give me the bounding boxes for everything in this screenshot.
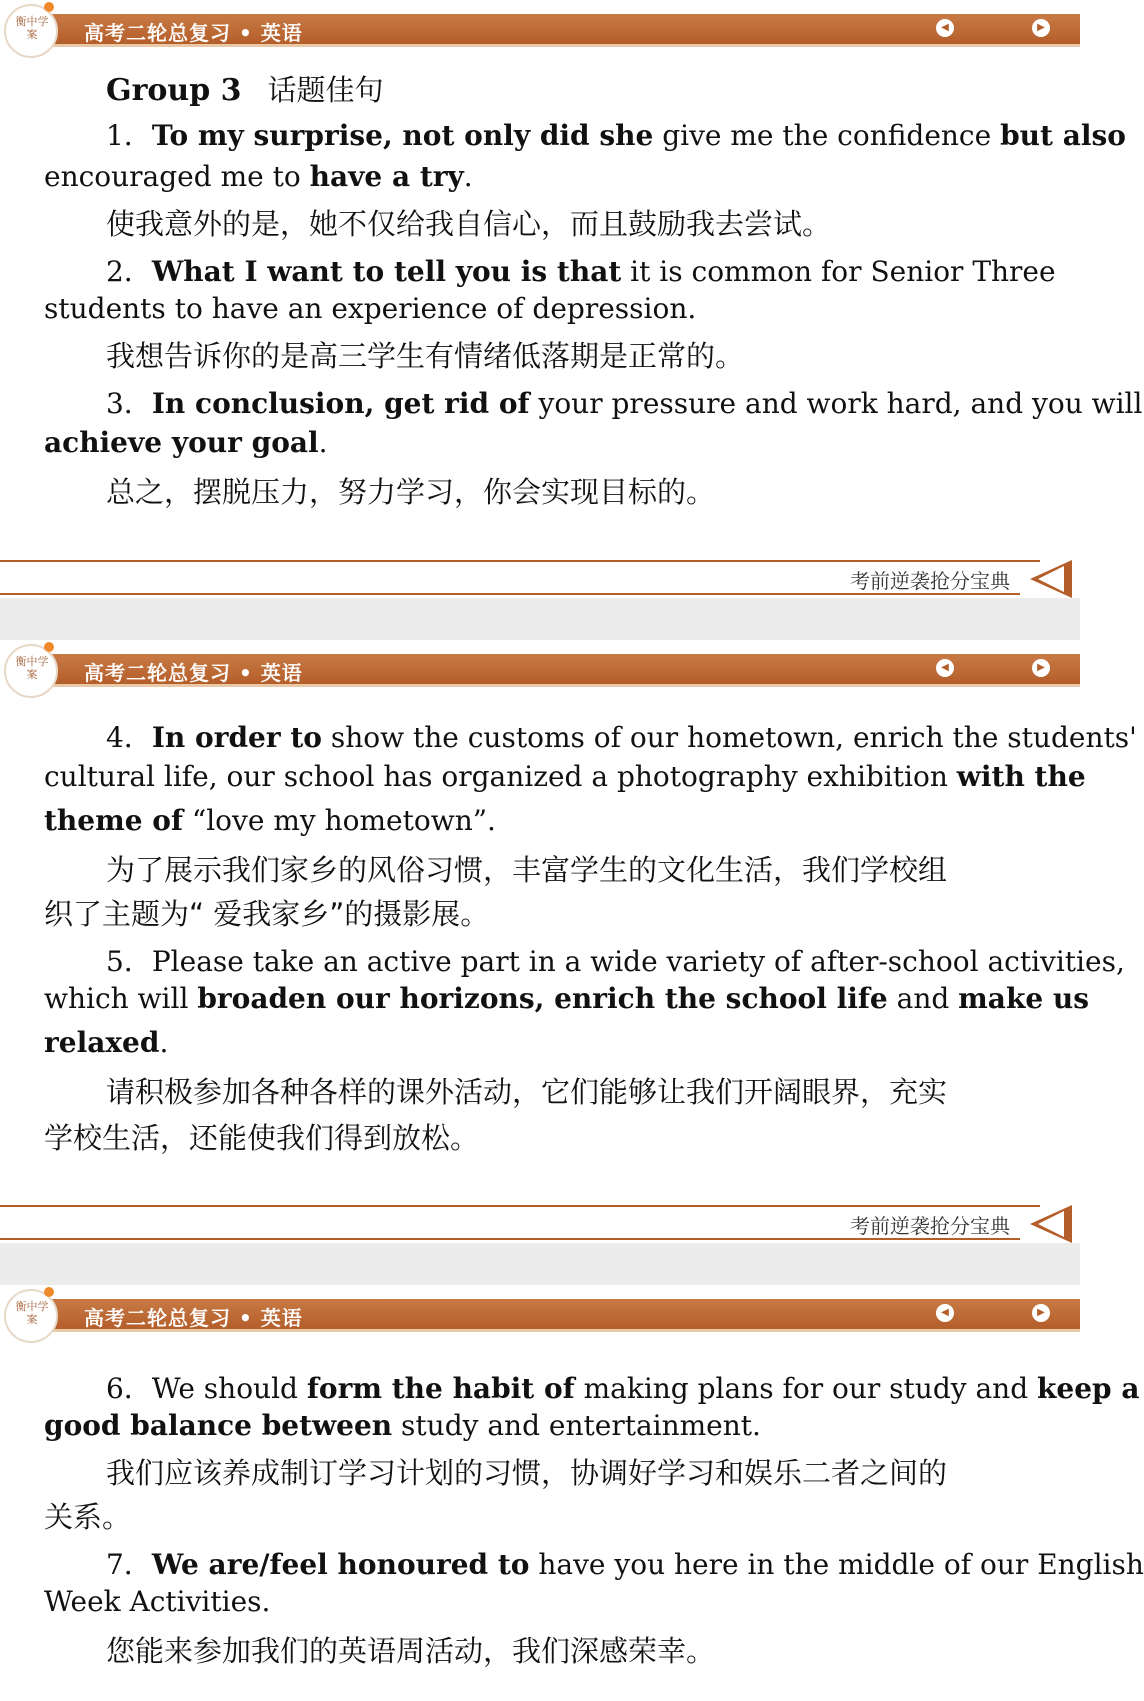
sentence-7-cont: Week Activities.	[44, 1585, 271, 1618]
sentence-2: 2．What I want to tell you is that it is common for Senior Three	[106, 255, 1056, 288]
decor-dot	[44, 2, 54, 12]
sentence-5: 5．Please take an active part in a wide variety of after-school activities,	[106, 945, 1125, 978]
sentence-6-cont: good balance between study and entertainment.	[44, 1409, 761, 1442]
arrow-right-icon[interactable]: ▶	[1032, 1304, 1050, 1322]
sentence-4-cn-cont: 织了主题为“ 爱我家乡”的摄影展。	[44, 897, 490, 931]
slide-2	[0, 640, 1137, 1243]
header-bar	[48, 654, 1080, 687]
sentence-1-cont: encouraged me to have a try.	[44, 160, 473, 193]
arrow-left-icon[interactable]: ◀	[936, 1304, 954, 1322]
slide-gap	[0, 1243, 1080, 1285]
arrow-right-icon[interactable]: ▶	[1032, 19, 1050, 37]
header-title: 高考二轮总复习 • 英语	[84, 21, 303, 45]
slide-1	[0, 0, 1143, 598]
sentence-4-cont2: theme of “love my hometown”.	[44, 804, 496, 837]
slide-3	[0, 1285, 1144, 1701]
header-title: 高考二轮总复习 • 英语	[84, 661, 303, 685]
slide-header	[0, 640, 1080, 702]
group-heading: Group 3 话题佳句	[106, 73, 384, 108]
sentence-1-cn: 使我意外的是，她不仅给我自信心，而且鼓励我去尝试。	[106, 207, 832, 241]
sentence-4-cn: 为了展示我们家乡的风俗习惯，丰富学生的文化生活，我们学校组	[106, 853, 948, 887]
decor-dot	[44, 642, 54, 652]
logo	[4, 644, 58, 698]
slide-gap	[0, 598, 1080, 640]
sentence-6-cn: 我们应该养成制订学习计划的习惯，协调好学习和娱乐二者之间的	[106, 1456, 948, 1490]
sentence-4-cont: cultural life, our school has organized a photography exhibition with the	[44, 760, 1086, 793]
logo-text: 衡中学案	[15, 1300, 49, 1326]
logo-text: 衡中学案	[15, 15, 49, 41]
sentence-1: 1．To my surprise, not only did she give me the confidence but also	[106, 119, 1126, 152]
footer-text: 考前逆袭抢分宝典	[850, 1214, 1010, 1238]
sentence-5-cont: which will broaden our horizons, enrich the school life and make us	[44, 982, 1090, 1015]
sentence-6: 6．We should form the habit of making plans for our study and keep a	[106, 1372, 1140, 1405]
header-bar	[48, 14, 1080, 47]
slide-header	[0, 1285, 1080, 1347]
sentence-5-cn: 请积极参加各种各样的课外活动，它们能够让我们开阔眼界，充实	[106, 1075, 948, 1109]
sentence-7: 7．We are/feel honoured to have you here in the middle of our English	[106, 1548, 1144, 1581]
header-title: 高考二轮总复习 • 英语	[84, 1306, 303, 1330]
logo	[4, 4, 58, 58]
sentence-2-cont: students to have an experience of depression.	[44, 292, 697, 325]
logo-text: 衡中学案	[15, 655, 49, 681]
logo	[4, 1289, 58, 1343]
arrow-right-icon[interactable]: ▶	[1032, 659, 1050, 677]
header-bar	[48, 1299, 1080, 1332]
arrow-left-icon[interactable]: ◀	[936, 659, 954, 677]
sentence-5-cn-cont: 学校生活，还能使我们得到放松。	[44, 1121, 480, 1155]
sentence-2-cn: 我想告诉你的是高三学生有情绪低落期是正常的。	[106, 339, 745, 373]
slide-header	[0, 0, 1080, 62]
back-arrow-icon[interactable]	[1020, 1205, 1072, 1243]
slide-footer	[0, 1205, 1080, 1245]
slide-footer	[0, 560, 1080, 600]
sentence-6-cn-cont: 关系。	[44, 1500, 132, 1534]
arrow-left-icon[interactable]: ◀	[936, 19, 954, 37]
footer-text: 考前逆袭抢分宝典	[850, 569, 1010, 593]
decor-dot	[44, 1287, 54, 1297]
back-arrow-icon[interactable]	[1020, 560, 1072, 598]
sentence-5-cont2: relaxed.	[44, 1026, 169, 1059]
sentence-7-cn: 您能来参加我们的英语周活动，我们深感荣幸。	[106, 1634, 716, 1668]
sentence-3-cn: 总之，摆脱压力，努力学习，你会实现目标的。	[106, 475, 716, 509]
sentence-4: 4．In order to show the customs of our hometown, enrich the students'	[106, 721, 1137, 754]
footer-line	[0, 560, 1040, 562]
sentence-3: 3．In conclusion, get rid of your pressure and work hard, and you will	[106, 387, 1143, 420]
sentence-3-cont: achieve your goal.	[44, 426, 328, 459]
footer-line	[0, 1205, 1040, 1207]
